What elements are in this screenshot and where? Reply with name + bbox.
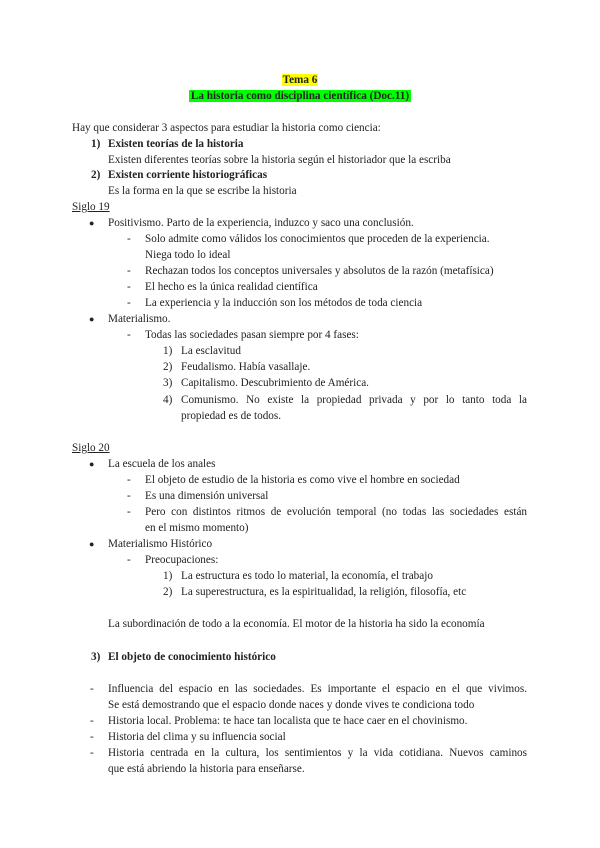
dash-icon: - <box>127 233 131 245</box>
dash-icon: - <box>127 265 131 277</box>
positivismo-label: Positivismo. Parto de la experiencia, induzco y saco una conclusión. <box>108 217 414 229</box>
dash-icon: - <box>90 683 94 695</box>
bullet-icon: ● <box>89 459 95 469</box>
phase-text: Capitalismo. Descubrimiento de América. <box>181 377 369 389</box>
anales-item: Pero con distintos ritmos de evolución temporal (no todas las sociedades están <box>145 506 527 518</box>
subordinacion-text: La subordinación de todo a la economía. El motor de la historia ha sido la economía <box>108 618 485 630</box>
positivismo-item: Solo admite como válidos los conocimientos que proceden de la experiencia. <box>145 233 490 245</box>
aspect-2-number: 2) <box>91 169 101 181</box>
preocupacion-number: 1) <box>163 570 173 582</box>
bullet-icon: ● <box>89 314 95 324</box>
objeto-item: Historia centrada en la cultura, los sentimientos y la vida cotidiana. Nuevos caminos <box>108 747 527 759</box>
anales-item: Es una dimensión universal <box>145 490 269 502</box>
tema-heading: Tema 6 <box>282 74 318 86</box>
materialismo-sub: Todas las sociedades pasan siempre por 4 fases: <box>145 329 359 341</box>
materialismo-historico-label: Materialismo Histórico <box>108 538 213 550</box>
objeto-item: Historia del clima y su influencia social <box>108 731 286 743</box>
positivismo-item: Rechazan todos los conceptos universales y absolutos de la razón (metafísica) <box>145 265 494 277</box>
preocupacion-text: La superestructura, es la espiritualidad, la religión, filosofía, etc <box>181 586 467 598</box>
phase-text-continuation: propiedad es de todos. <box>181 410 282 422</box>
preocupaciones-label: Preocupaciones: <box>145 554 219 566</box>
aspect-1-title: Existen teorías de la historia <box>108 138 244 150</box>
objeto-item: Influencia del espacio en las sociedades. Es importante el espacio en el que vivimos. <box>108 683 527 695</box>
dash-icon: - <box>127 490 131 502</box>
objeto-item: Historia local. Problema: te hace tan localista que te hace caer en el chovinismo. <box>108 715 468 727</box>
dash-icon: - <box>127 297 131 309</box>
dash-icon: - <box>127 329 131 341</box>
positivismo-item: La experiencia y la inducción son los métodos de toda ciencia <box>145 297 423 309</box>
dash-icon: - <box>127 554 131 566</box>
phase-number: 4) <box>163 394 173 406</box>
phase-number: 1) <box>163 345 173 357</box>
intro-text: Hay que considerar 3 aspectos para estudiar la historia como ciencia: <box>72 122 381 134</box>
phase-number: 2) <box>163 361 173 373</box>
siglo-19-heading: Siglo 19 <box>72 201 110 213</box>
dash-icon: - <box>127 474 131 486</box>
bullet-icon: ● <box>89 539 95 549</box>
aspect-3-number: 3) <box>91 651 101 663</box>
phase-number: 3) <box>163 377 173 389</box>
phase-text: La esclavitud <box>181 345 241 357</box>
materialismo-label: Materialismo. <box>108 313 171 325</box>
aspect-2-title: Existen corriente historiográficas <box>108 169 268 181</box>
anales-item-continuation: en el mismo momento) <box>145 522 249 534</box>
document-title: La historia como disciplina científica (Doc.11) <box>190 90 410 102</box>
objeto-item-continuation: Se está demostrando que el espacio donde naces y donde vives te condiciona todo <box>108 699 475 711</box>
aspect-2-description: Es la forma en la que se escribe la historia <box>108 185 297 197</box>
objeto-item-continuation: que está abriendo la historia para enseñarse. <box>108 763 305 775</box>
anales-item: El objeto de estudio de la historia es como vive el hombre en sociedad <box>145 474 460 486</box>
preocupacion-text: La estructura es todo lo material, la economía, el trabajo <box>181 570 433 582</box>
phase-text: Comunismo. No existe la propiedad privada y por lo tanto toda la <box>181 394 527 406</box>
dash-icon: - <box>90 715 94 727</box>
positivismo-item-continuation: Niega todo lo ideal <box>145 249 231 261</box>
dash-icon: - <box>90 747 94 759</box>
bullet-icon: ● <box>89 218 95 228</box>
dash-icon: - <box>127 506 131 518</box>
phase-text: Feudalismo. Había vasallaje. <box>181 361 311 373</box>
siglo-20-heading: Siglo 20 <box>72 442 110 454</box>
anales-label: La escuela de los anales <box>108 458 216 470</box>
dash-icon: - <box>90 731 94 743</box>
preocupacion-number: 2) <box>163 586 173 598</box>
positivismo-item: El hecho es la única realidad científica <box>145 281 318 293</box>
aspect-1-number: 1) <box>91 138 101 150</box>
dash-icon: - <box>127 281 131 293</box>
aspect-3-title: El objeto de conocimiento histórico <box>108 651 276 663</box>
aspect-1-description: Existen diferentes teorías sobre la historia según el historiador que la escriba <box>108 154 451 166</box>
